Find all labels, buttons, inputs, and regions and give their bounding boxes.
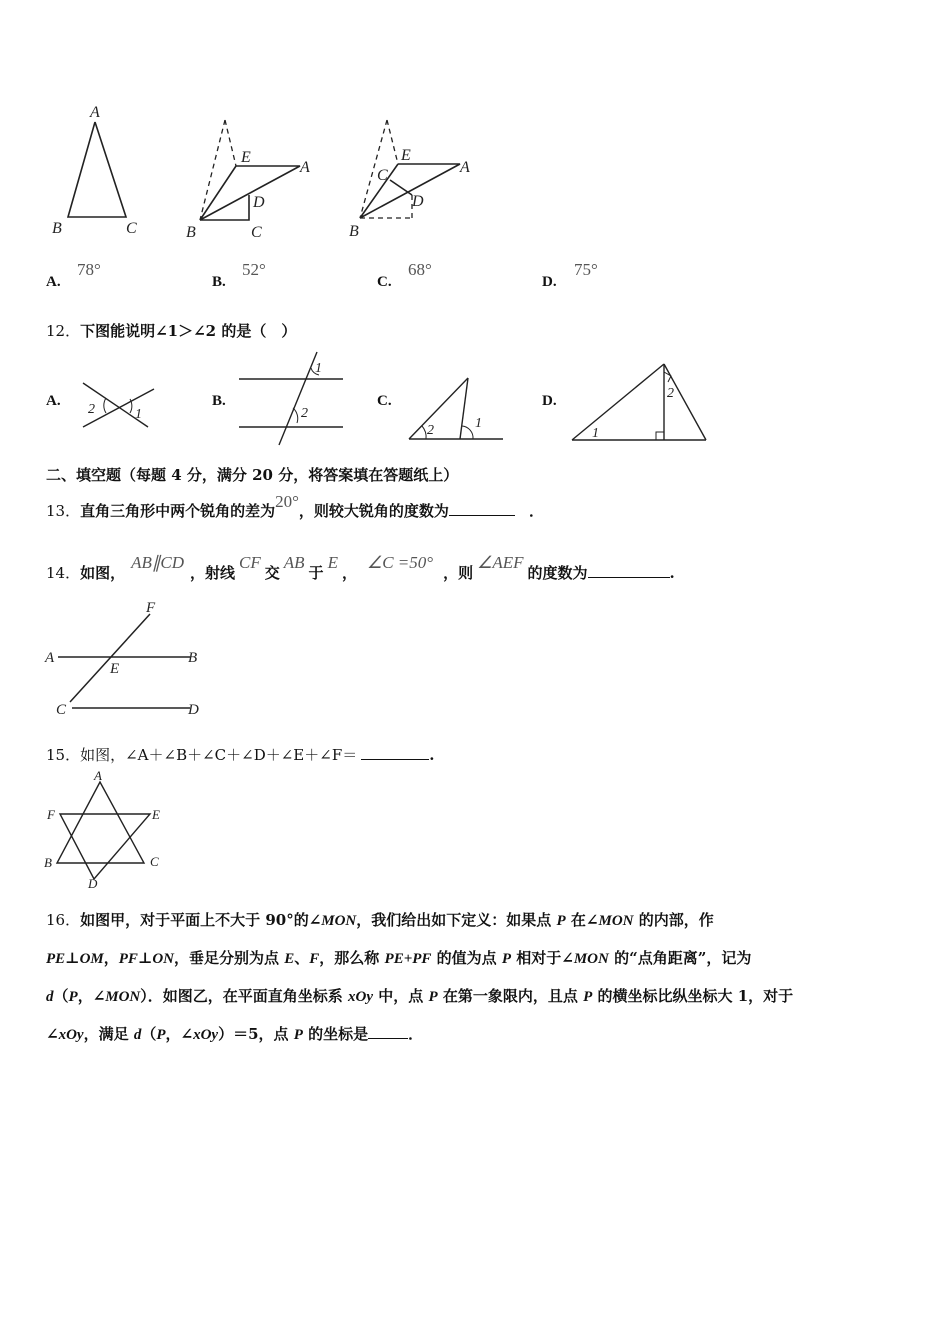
label-e: E [152,807,160,822]
svg-text:1: 1 [315,361,322,376]
svg-text:1: 1 [592,426,599,441]
q13-stem: 13．直角三角形中两个锐角的差为20°，则较大锐角的度数为 ． [46,492,544,520]
q12-option-d-figure [568,360,710,446]
q14-stem: 14．如图，AB∥CD，射线CF交AB于E，∠C =50°，则∠AEF的度数为 . [46,553,675,582]
section-2-title: 二、填空题（每题 4 分，满分 20 分，将答案填在答题纸上） [46,466,459,484]
q11-option-a-letter: A. [46,274,61,290]
q16-line-1: 16．如图甲，对于平面上不大于 90°的∠MON，我们给出如下定义：如果点 P 在∠MON 的内部，作 [46,911,714,929]
label-b: B [44,855,52,870]
svg-text:1: 1 [135,407,142,422]
q15-answer-blank[interactable] [361,745,429,760]
q12-option-c-letter: C. [377,393,392,409]
q14-figure [40,598,220,722]
label-d: D [88,876,98,891]
q12-option-d-letter: D. [542,393,557,409]
label-d: D [412,193,424,210]
q16-line-4: ∠xOy，满足 d（P，∠xOy）＝5，点 P 的坐标是 ． [46,1025,424,1043]
q11-figures [40,100,520,250]
label-e: E [110,661,120,677]
q16-answer-blank[interactable] [368,1024,408,1039]
svg-text:2: 2 [427,423,434,438]
q16-line-2: PE⊥OM，PF⊥ON，垂足分别为点 E、F，那么称 PE+PF 的值为点 P 相对于∠MON 的“点角距离”，记为 [46,949,752,967]
label-e: E [241,149,251,166]
q12-option-c-figure [405,374,505,444]
label-a: A [300,159,310,176]
label-b: B [188,650,198,666]
label-a: A [90,104,100,121]
label-b: B [52,220,62,237]
q16-line-3: d（P，∠MON）．如图乙，在平面直角坐标系 xOy 中，点 P 在第一象限内，且点 P 的横坐标比纵坐标大 1，对于 [46,987,794,1005]
q15-stem: 15．如图，∠A＋∠B＋∠C＋∠D＋∠E＋∠F＝ . [46,746,435,764]
q11-option-d-value: 75° [574,260,598,279]
q11-option-d-letter: D. [542,274,557,290]
label-c: C [56,702,67,718]
label-e: E [401,147,411,164]
q11-option-b-letter: B. [212,274,226,290]
q12-option-b-letter: B. [212,393,226,409]
label-b: B [186,224,196,241]
q14-answer-blank[interactable] [588,563,670,578]
q12-option-a-letter: A. [46,393,61,409]
q12-stem: 12．下图能说明∠1＞∠2 的是（ ） [46,322,297,340]
label-f: F [47,807,55,822]
q11-option-b-value: 52° [242,260,266,279]
q11-option-c-letter: C. [377,274,392,290]
label-c: C [377,167,388,184]
label-c: C [150,854,159,869]
q11-triangle-abc [52,104,137,237]
q12-option-a-figure [78,375,158,435]
svg-text:2: 2 [88,402,95,417]
label-f: F [146,600,156,616]
q11-option-a-value: 78° [77,260,101,279]
label-c: C [251,224,262,241]
label-d: D [188,702,199,718]
q13-answer-blank[interactable] [449,501,515,516]
label-a: A [45,650,55,666]
q12-option-b-figure [235,350,345,446]
label-a: A [94,768,102,783]
label-d: D [253,194,265,211]
q11-folded-triangle-1 [186,120,310,241]
svg-text:1: 1 [475,416,482,431]
label-c: C [126,220,137,237]
svg-text:2: 2 [301,406,308,421]
q11-folded-triangle-2 [349,120,470,240]
label-a: A [460,159,470,176]
q11-option-c-value: 68° [408,260,432,279]
label-b: B [349,223,359,240]
q15-figure [40,768,175,892]
svg-text:2: 2 [667,386,674,401]
